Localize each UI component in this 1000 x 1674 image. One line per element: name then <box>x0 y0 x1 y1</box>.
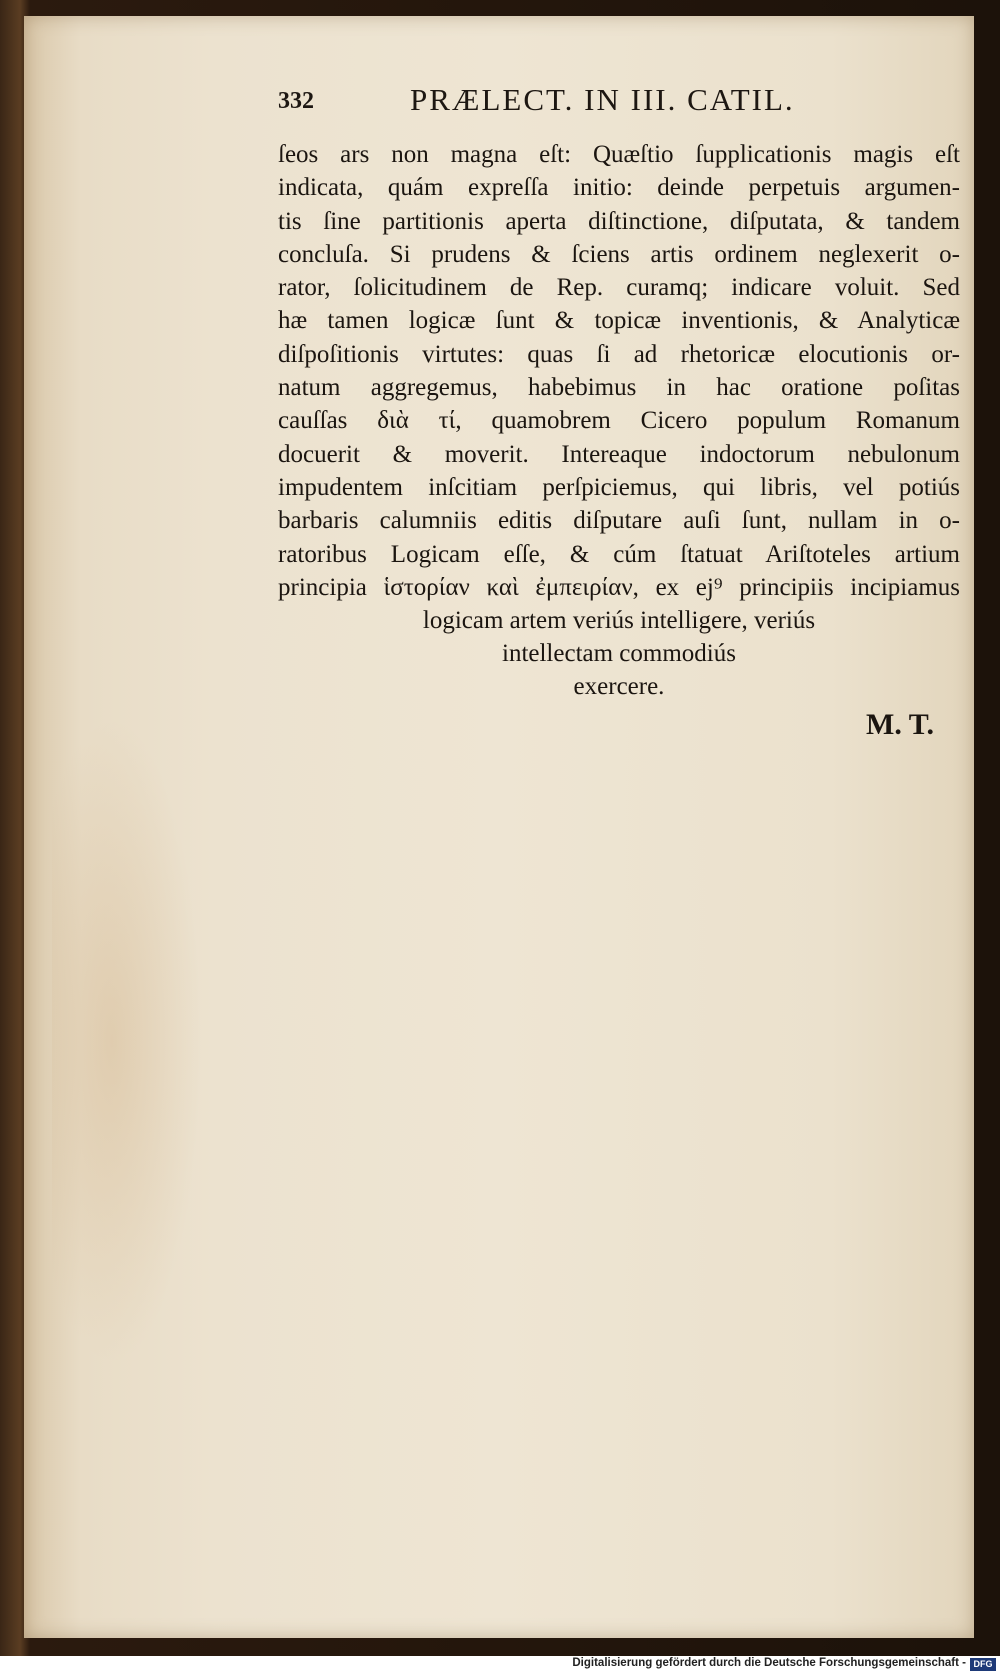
text-line: concluſa. Si prudens & ſciens artis ordinem neglexerit o- <box>278 240 960 268</box>
text-line: diſpoſitionis virtutes: quas ſi ad rhetoricæ elocutionis or- <box>278 340 960 368</box>
page-number: 332 <box>278 88 314 114</box>
text-line: ſeos ars non magna eſt: Quæſtio ſupplicationis magis eſt <box>278 141 960 168</box>
text-line: cauſſas διὰ τί, quamobrem Cicero populum Romanum <box>278 407 960 435</box>
body-text <box>278 138 960 604</box>
text-line: docuerit & moverit. Intereaque indoctorum nebulonum <box>278 440 960 468</box>
footer-bar <box>0 1656 1000 1674</box>
paper-stain <box>52 716 202 1366</box>
closing-line: logicam artem veriús intelligere, veriús <box>422 607 816 634</box>
text-line: barbaris calumniis editis diſputare auſi ſunt, nullam in o- <box>278 507 960 535</box>
text-line: rator, ſolicitudinem de Rep. curamq; indicare voluit. Sed <box>278 274 960 302</box>
text-line: ratoribus Logicam eſſe, & cúm ſtatuat Ariſtoteles artium <box>278 540 960 568</box>
signature-initials: M. T. <box>866 708 935 741</box>
text-line: natum aggregemus, habebimus in hac oratione poſitas <box>278 374 960 402</box>
text-line: impudentem inſcitiam perſpiciemus, qui libris, vel potiús <box>278 473 960 501</box>
closing-line: intellectam commodiús <box>502 640 736 667</box>
running-head <box>250 82 870 126</box>
running-title: PRÆLECT. IN III. CATIL. <box>410 82 795 117</box>
text-line: principia ἱστορίαν καὶ ἐμπειρίαν, ex ej⁹ principiis incipiamus <box>278 573 960 601</box>
dfg-logo: DFG <box>970 1658 996 1671</box>
text-line: hæ tamen logicæ ſunt & topicæ inventionis, & Analyticæ <box>278 307 960 335</box>
closing-line: exercere. <box>573 673 665 700</box>
text-line: indicata, quám expreſſa initio: deinde perpetuis argumen- <box>278 174 960 202</box>
text-line: tis ſine partitionis aperta diſtinctione, diſputata, & tandem <box>278 207 960 235</box>
funding-credit: Digitalisierung gefördert durch die Deutsche Forschungsgemeinschaft - <box>572 1657 966 1669</box>
closing-lines <box>278 604 960 703</box>
